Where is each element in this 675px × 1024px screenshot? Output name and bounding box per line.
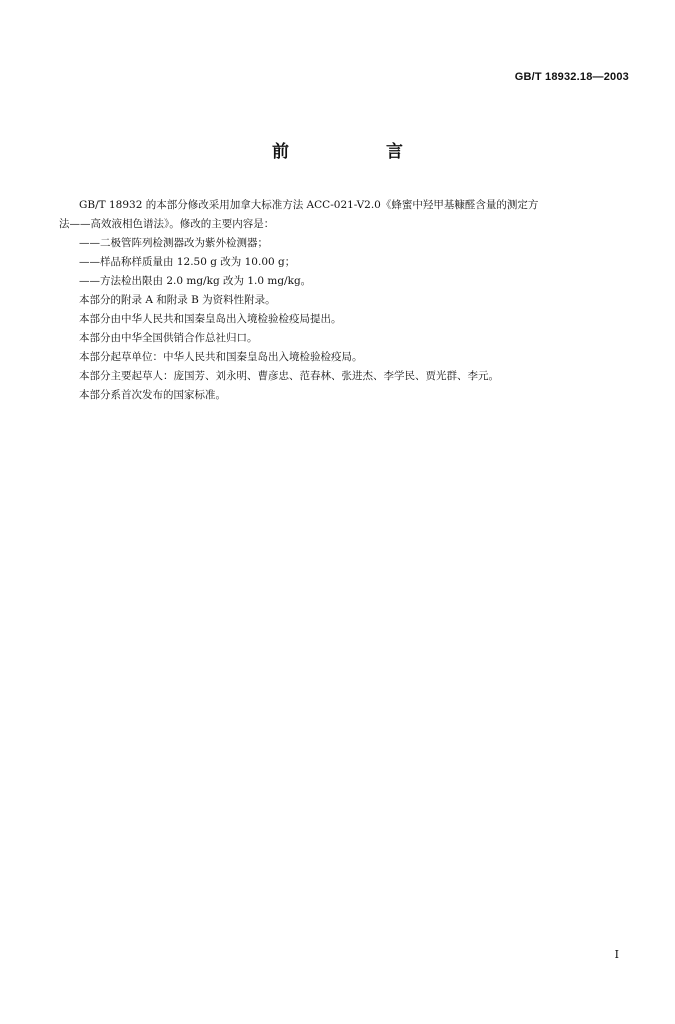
- paragraph-first-release: 本部分系首次发布的国家标准。: [79, 389, 226, 401]
- change-item-detector: ——二极管阵列检测器改为紫外检测器；: [79, 237, 268, 249]
- paragraph-drafters: 本部分主要起草人：庞国芳、刘永明、曹彦忠、范春林、张进杰、李学民、贾光群、李元。: [79, 370, 499, 382]
- change-item-sample-mass: ——样品称样质量由 12.50 g 改为 10.00 g；: [79, 256, 296, 268]
- foreword-body: [59, 196, 639, 405]
- paragraph-1-continued: 法——高效液相色谱法》。修改的主要内容是：: [59, 218, 275, 230]
- standard-code: GB/T 18932.18—2003: [514, 71, 629, 83]
- page-number: I: [614, 948, 619, 961]
- paragraph-centralized-by: 本部分由中华全国供销合作总社归口。: [79, 332, 258, 344]
- paragraph-proposed-by: 本部分由中华人民共和国秦皇岛出入境检验检疫局提出。: [79, 313, 342, 325]
- paragraph-drafting-unit: 本部分起草单位：中华人民共和国秦皇岛出入境检验检疫局。: [79, 351, 363, 363]
- paragraph-1: GB/T 18932 的本部分修改采用加拿大标准方法 ACC-021-V2.0《蜂蜜中羟甲基糠醛含量的测定方: [79, 199, 539, 211]
- change-item-detection-limit: ——方法检出限由 2.0 mg/kg 改为 1.0 mg/kg。: [79, 275, 312, 287]
- paragraph-appendix: 本部分的附录 A 和附录 B 为资料性附录。: [79, 294, 276, 306]
- page-title: 前 言: [272, 142, 443, 162]
